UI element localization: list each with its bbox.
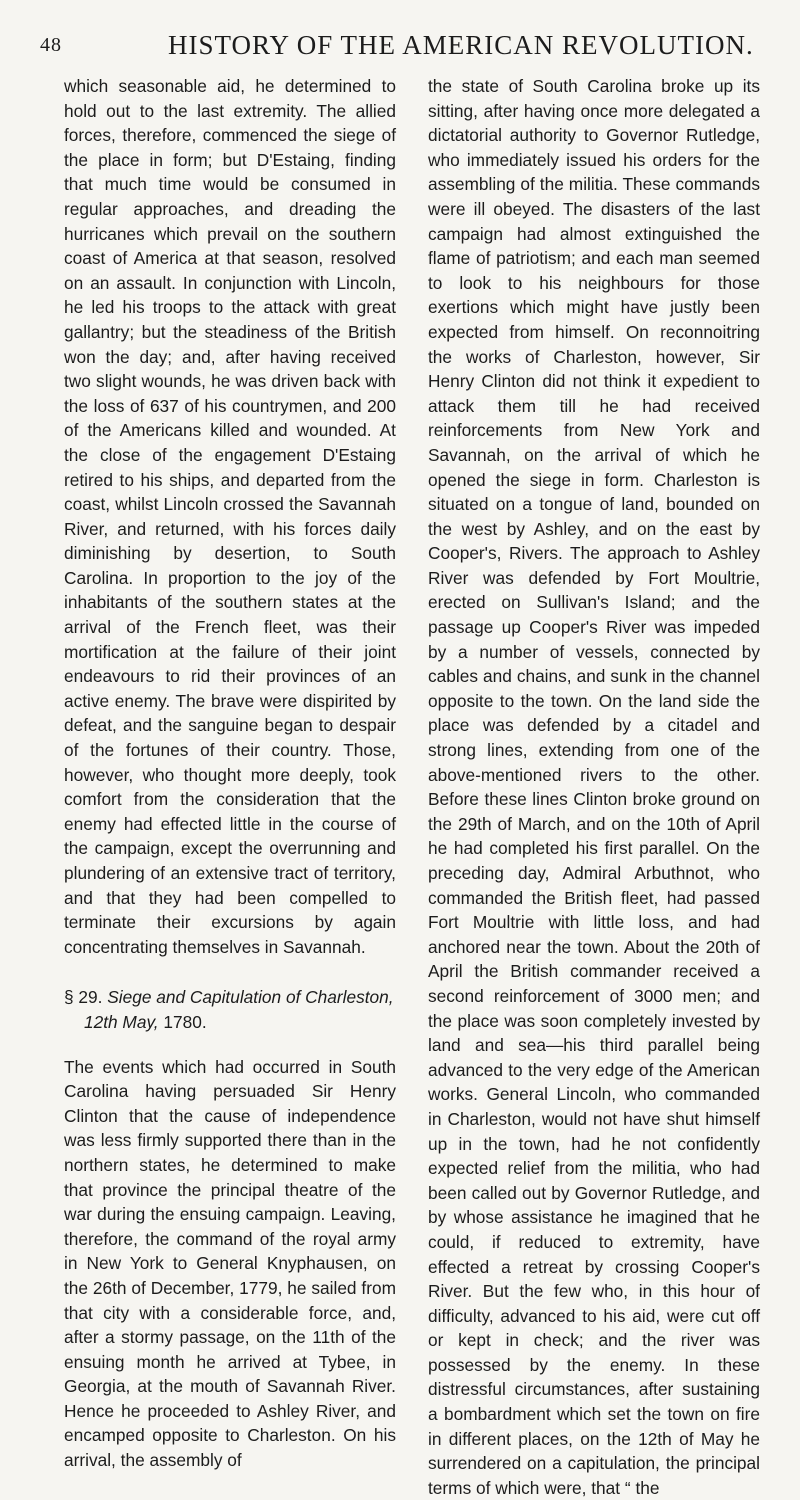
- section-year: 1780.: [163, 1011, 207, 1032]
- page-number: 48: [40, 34, 62, 56]
- body-paragraph: The events which had occurred in South Carolina having persuaded Sir Henry Clinton that the cause of independence was less firmly supported there than in the northern states, he determined to make that province the principal theatre of the war during the ensuing campaign. Leaving, therefore, the command of the royal army in New York to General Knyphausen, on the 26th of December, 1779, he sailed from that city with a considerable force, and, after a stormy passage, on the 11th of the ensuing month he arrived at Tybee, in Georgia, at the mouth of Savannah River. Hence he proceeded to Ashley River, and encamped opposite to Charleston. On his arrival, the assembly of: [64, 1056, 396, 1471]
- running-head: HISTORY OF THE AMERICAN REVOLUTION.: [168, 30, 754, 60]
- section-title: Siege and Capitulation of Charleston,: [107, 987, 394, 1008]
- body-paragraph: the state of South Carolina broke up its sitting, after having once more delegated a dictatorial authority to Governor Rutledge, who immediately issued his orders for the assembling of the militia. These commands were ill obeyed. The disasters of the last campaign had almost extinguished the flame of patriotism; and each man seemed to look to his neighbours for those exertions which might have justly been expected from himself. On reconnoitring the works of Charleston, however, Sir Henry Clinton did not think it expedient to attack them till he had received reinforcements from New York and Savannah, on the arrival of which he opened the siege in form. Charleston is situated on a tongue of land, bounded on the west by Ashley, and on the east by Cooper's, Rivers. The approach to Ashley River was defended by Fort Moultrie, erected on Sullivan's Island; and the passage up Cooper's River was impeded by a number of vessels, connected by cables and chains, and sunk in the channel opposite to the town. On the land side the place was defended by a citadel and strong lines, extending from one of the above-mentioned rivers to the other. Before these lines Clinton broke ground on the 29th of March, and on the 10th of April he had completed his first parallel. On the preceding day, Admiral Arbuthnot, who commanded the British fleet, had passed Fort Moultrie with little loss, and had anchored near the town. About the 20th of April the British commander received a second reinforcement of 3000 men; and the place was soon completely invested by land and sea—his third parallel being advanced to the very edge of the American works. General Lincoln, who commanded in Charleston, would not have shut himself up in the town, had he not confidently expected relief from the militia, who had been called out by Governor Rutledge, and by whose assistance he imagined that he could, if reduced to extremity, have effected a retreat by crossing Cooper's River. But the few who, in this hour of difficulty, advanced to his aid, were cut off or kept in check; and the river was possessed by the enemy. In these distressful circumstances, after sustaining a bombardment which set the town on fire in different places, on the 12th of May he surrendered on a capitulation, the principal terms of which were, that “ the: [428, 76, 760, 1498]
- body-paragraph: which seasonable aid, he determined to hold out to the last extremity. The allied forces, therefore, commenced the siege of the place in form; but D'Estaing, finding that much time would be consumed in regular approaches, and dreading the hurricanes which prevail on the southern coast of America at that season, resolved on an assault. In conjunction with Lincoln, he led his troops to the attack with great gallantry; but the steadiness of the British won the day; and, after having received two slight wounds, he was driven back with the loss of 637 of his countrymen, and 200 of the Americans killed and wounded. At the close of the engagement D'Estaing retired to his ships, and departed from the coast, whilst Lincoln crossed the Savannah River, and returned, with his forces daily diminishing by desertion, to South Carolina. In proportion to the joy of the inhabitants of the southern states at the arrival of the French fleet, was their mortification at the failure of their joint endeavours to rid their provinces of an active enemy. The brave were dispirited by defeat, and the sanguine began to despair of the fortunes of their country. Those, however, who thought more deeply, took comfort from the consideration that the enemy had effected little in the course of the campaign, except the overrunning and plundering of an extensive tract of territory, and that they had been compelled to terminate their excursions by again concentrating themselves in Savannah.: [64, 76, 396, 957]
- section-date-ordinal: 12th May,: [84, 1011, 159, 1032]
- left-column: [64, 74, 396, 1473]
- section-number: § 29.: [64, 987, 103, 1008]
- spacer: [64, 1035, 396, 1055]
- spacer: [64, 959, 396, 985]
- right-column: [428, 74, 760, 1500]
- section-heading: [64, 985, 396, 1034]
- page-header: [40, 20, 780, 64]
